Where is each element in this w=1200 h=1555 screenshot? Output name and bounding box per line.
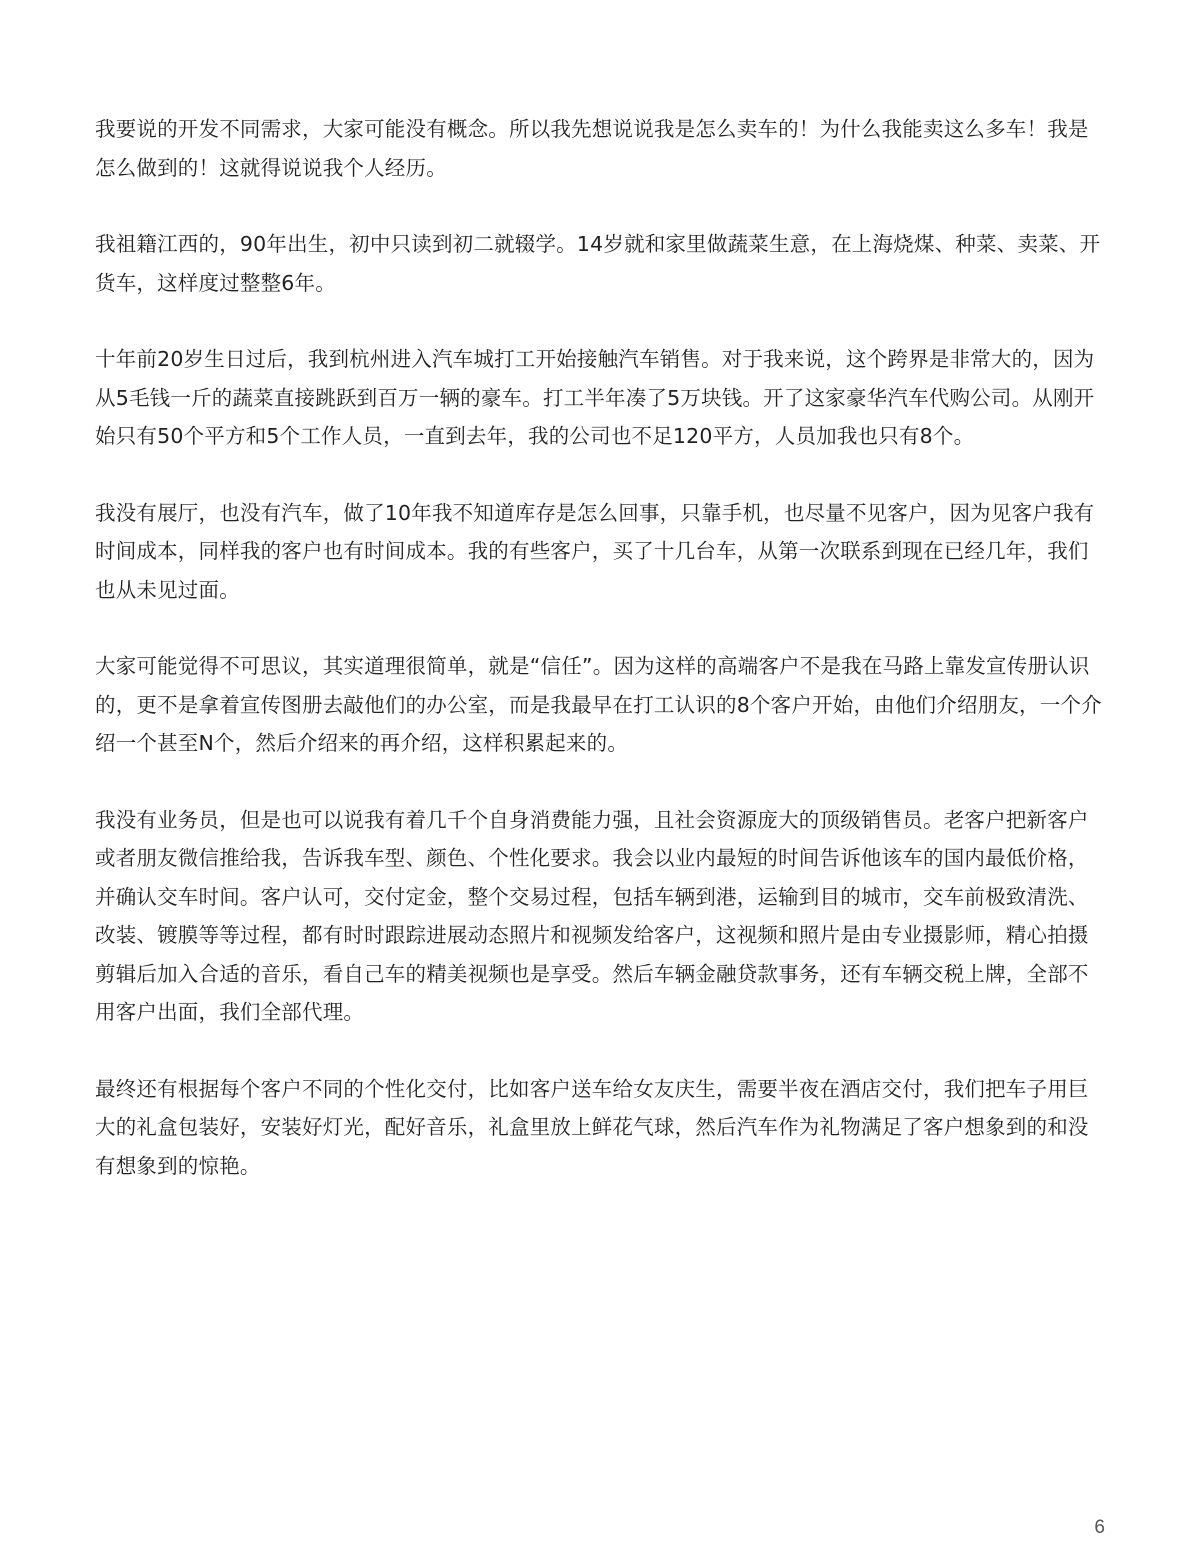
page-number: 6: [1094, 1517, 1105, 1538]
paragraph: 十年前20岁生日过后，我到杭州进入汽车城打工开始接触汽车销售。对于我来说，这个跨界是非常大的，因为从5毛钱一斤的蔬菜直接跳跃到百万一辆的豪车。打工半年凑了5万块钱。开了这家豪华汽车代购公司。从刚开始只有50个平方和5个工作人员，一直到去年，我的公司也不足120平方，人员加我也只有8个。: [95, 347, 1095, 448]
paragraph: 最终还有根据每个客户不同的个性化交付，比如客户送车给女友庆生，需要半夜在酒店交付，我们把车子用巨大的礼盒包装好，安装好灯光，配好音乐，礼盒里放上鲜花气球，然后汽车作为礼物满足了客户想象到的和没有想象到的惊艳。: [95, 1076, 1089, 1178]
paragraph: 我没有展厅，也没有汽车，做了10年我不知道库存是怎么回事，只靠手机，也尽量不见客户，因为见客户我有时间成本，同样我的客户也有时间成本。我的有些客户，买了十几台车，从第一次联系到现在已经几年，我们也从未见过面。: [95, 500, 1095, 602]
paragraph: 大家可能觉得不可思议，其实道理很简单，就是“信任”。因为这样的高端客户不是我在马路上靠发宣传册认识的，更不是拿着宣传图册去敲他们的办公室，而是我最早在打工认识的8个客户开始，由他们介绍朋友，一个介绍一个甚至N个，然后介绍来的再介绍，这样积累起来的。: [95, 654, 1102, 755]
paragraph: 我祖籍江西的，90年出生，初中只读到初二就辍学。14岁就和家里做蔬菜生意，在上海烧煤、种菜、卖菜、开货车，这样度过整整6年。: [95, 232, 1101, 295]
document-body: [95, 110, 1107, 1223]
paragraph: 我没有业务员，但是也可以说我有着几千个自身消费能力强，且社会资源庞大的顶级销售员。老客户把新客户或者朋友微信推给我，告诉我车型、颜色、个性化要求。我会以业内最短的时间告诉他该车的国内最低价格，并确认交车时间。客户认可，交付定金，整个交易过程，包括车辆到港，运输到目的城市，交车前极致清洗、改装、镀膜等等过程，都有时时跟踪进展动态照片和视频发给客户，这视频和照片是由专业摄影师，精心拍摄剪辑后加入合适的音乐，看自己车的精美视频也是享受。然后车辆金融贷款事务，还有车辆交税上牌，全部不用客户出面，我们全部代理。: [95, 807, 1089, 1024]
paragraph: 我要说的开发不同需求，大家可能没有概念。所以我先想说说我是怎么卖车的！为什么我能卖这么多车！我是怎么做到的！这就得说说我个人经历。: [95, 117, 1089, 180]
